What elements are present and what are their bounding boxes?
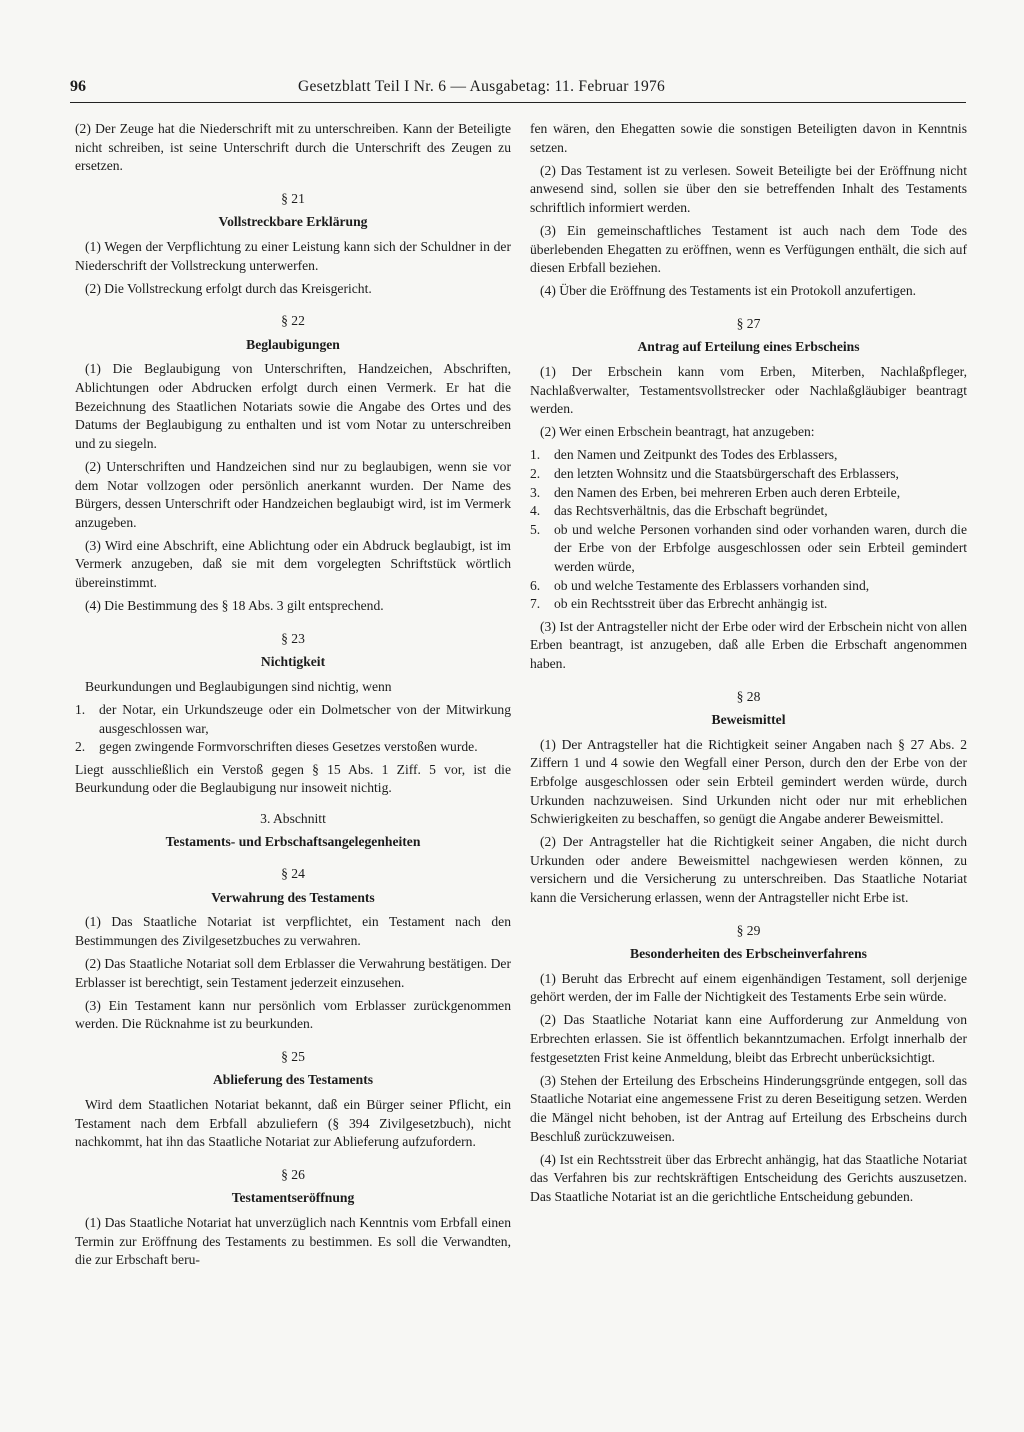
list-item: 2. den letzten Wohnsitz und die Staatsbürgerschaft des Erblassers,	[530, 466, 899, 481]
list-item: 5. ob und welche Personen vorhanden sind oder vorhanden waren, durch die der Erbe von der Erbfolge ausgeschlossen oder sein Erbteil gemindert werden würde,	[530, 521, 967, 574]
numbered-list	[530, 446, 967, 613]
paragraph: (1) Der Antragsteller hat die Richtigkeit seiner Angaben nach § 27 Abs. 2 Ziffern 1 und 4 sowie den Wegfall einer Person, durch den der Erbe von der Erbfolge ausgeschlossen oder sein Erbteil gemindert werden würde, durch Urkunden nachzuweisen. Sind Urkunden nicht oder nur mit erheblichen Schwierigkeiten zu beschaffen, so genügt die Angabe anderer Beweismittel.	[530, 736, 967, 827]
left-column	[75, 120, 511, 1274]
paragraph: (3) Ein Testament kann nur persönlich vom Erblasser zurückgenommen werden. Die Rücknahme ist zu beurkunden.	[75, 997, 511, 1032]
chapter-title: Testaments- und Erbschaftsangelegenheiten	[165, 833, 421, 849]
paragraph: Liegt ausschließlich ein Verstoß gegen § 15 Abs. 1 Ziff. 5 vor, ist die Beurkundung oder die Beglaubigung nur insoweit nichtig.	[75, 761, 511, 796]
paragraph: (1) Das Staatliche Notariat ist verpflichtet, ein Testament nach den Bestimmungen des Zivilgesetzbuches zu verwahren.	[75, 914, 511, 948]
paragraph: (2) Der Zeuge hat die Niederschrift mit zu unterschreiben. Kann der Beteiligte nicht schreiben, ist seine Unterschrift durch die Unterschrift des Zeugen zu ersetzen.	[75, 121, 511, 174]
right-column	[530, 120, 967, 1211]
section-title-27: Antrag auf Erteilung eines Erbscheins	[637, 339, 860, 355]
section-sign-23: § 23	[281, 630, 305, 646]
page-header	[70, 78, 966, 103]
list-item: 7. ob ein Rechtsstreit über das Erbrecht anhängig ist.	[530, 596, 828, 612]
section-title-21: Vollstreckbare Erklärung	[218, 214, 368, 230]
paragraph: (2) Unterschriften und Handzeichen sind nur zu beglaubigen, wenn sie vor dem Notar vollzogen oder persönlich anerkannt wurden. Der Name des Bürgers, dessen Unterschrift oder Handzeichen beglaubigt wird, ist im Vermerk anzugeben.	[75, 458, 511, 530]
paragraph: (2) Wer einen Erbschein beantragt, hat anzugeben:	[540, 424, 815, 440]
paragraph: (4) Über die Eröffnung des Testaments ist ein Protokoll anzufertigen.	[540, 283, 917, 299]
paragraph: (2) Der Antragsteller hat die Richtigkeit seiner Angaben, die nicht durch Urkunden oder andere Beweismittel nachgewiesen werden können, zu versichern und die Versicherung zu unterschreiben. Das Staatliche Notariat kann die Versicherung erlassen, wenn der Antragsteller nicht Erbe ist.	[530, 834, 967, 905]
paragraph: (1) Beruht das Erbrecht auf einem eigenhändigen Testament, soll derjenige gehört werden, der im Falle der Nichtigkeit des Testaments Erbe sein würde.	[530, 970, 967, 1005]
paragraph: (2) Das Testament ist zu verlesen. Soweit Beteiligte bei der Eröffnung nicht anwesend sind, sollen sie über den sie betreffenden Inhalt des Testaments schriftlich informiert werden.	[530, 162, 967, 215]
numbered-list	[75, 701, 511, 757]
paragraph: (1) Wegen der Verpflichtung zu einer Leistung kann sich der Schuldner in der Niederschrift der Vollstreckung unterwerfen.	[75, 238, 511, 273]
paragraph: fen wären, den Ehegatten sowie die sonstigen Beteiligten davon in Kenntnis setzen.	[530, 121, 967, 155]
paragraph: (3) Wird eine Abschrift, eine Ablichtung oder ein Abdruck beglaubigt, ist im Vermerk anzugeben, daß sie mit dem vorgelegten Schriftstück wörtlich übereinstimmt.	[75, 537, 511, 590]
list-item: 2. gegen zwingende Formvorschriften dieses Gesetzes verstoßen wurde.	[75, 739, 478, 755]
section-sign-26: § 26	[281, 1166, 305, 1182]
section-title-22: Beglaubigungen	[246, 336, 340, 352]
section-title-29: Besonderheiten des Erbscheinverfahrens	[630, 946, 867, 962]
section-sign-27: § 27	[736, 315, 761, 331]
running-title: Gesetzblatt Teil I Nr. 6 — Ausgabetag: 11. Februar 1976	[298, 78, 666, 95]
paragraph: (3) Ein gemeinschaftliches Testament ist auch nach dem Tode des überlebenden Ehegatten zu eröffnen, wenn es Verfügungen enthält, die sich auf diesen Erbfall beziehen.	[530, 222, 967, 276]
section-title-24: Verwahrung des Testaments	[211, 889, 375, 905]
list-item: 1. den Namen und Zeitpunkt des Todes des Erblassers,	[530, 447, 838, 463]
paragraph: (4) Die Bestimmung des § 18 Abs. 3 gilt entsprechend.	[85, 598, 384, 614]
section-sign-25: § 25	[281, 1048, 305, 1064]
section-sign-21: § 21	[281, 190, 305, 206]
list-item: 1. der Notar, ein Urkundszeuge oder ein Dolmetscher von der Mitwirkung ausgeschlossen war,	[75, 701, 511, 736]
page-number: 96	[70, 78, 86, 95]
paragraph: (3) Ist der Antragsteller nicht der Erbe oder wird der Erbschein nicht von allen Erben beantragt, ist anzugeben, daß alle Erben die Erbschaft angenommen haben.	[530, 618, 967, 671]
list-item: 6. ob und welche Testamente des Erblassers vorhanden sind,	[530, 577, 870, 593]
list-item: 3. den Namen des Erben, bei mehreren Erben auch deren Erbteile,	[530, 484, 901, 500]
section-sign-24: § 24	[281, 866, 305, 882]
chapter-label: 3. Abschnitt	[260, 810, 326, 826]
paragraph: (1) Das Staatliche Notariat hat unverzüglich nach Kenntnis vom Erbfall einen Termin zur Eröffnung des Testaments zu bestimmen. Es soll die Verwandten, die zur Erbschaft beru-	[75, 1215, 511, 1268]
section-sign-29: § 29	[736, 922, 761, 938]
paragraph: (2) Die Vollstreckung erfolgt durch das Kreisgericht.	[85, 280, 372, 296]
section-title-28: Beweismittel	[711, 712, 786, 728]
paragraph: Wird dem Staatlichen Notariat bekannt, daß ein Bürger seiner Pflicht, ein Testament nach dem Erbfall abzuliefern (§ 394 Zivilgesetzbuch), nicht nachkommt, hat ihn das Staatliche Notariat zur Ablieferung aufzufordern.	[75, 1097, 511, 1150]
list-item: 4. das Rechtsverhältnis, das die Erbschaft begründet,	[530, 503, 828, 519]
paragraph: (4) Ist ein Rechtsstreit über das Erbrecht anhängig, hat das Staatliche Notariat das Verfahren bis zur rechtskräftigen Entscheidung des Gerichts auszusetzen. Das Staatliche Notariat ist an die gerichtliche Entscheidung gebunden.	[530, 1151, 967, 1204]
section-title-25: Ablieferung des Testaments	[212, 1072, 374, 1088]
paragraph: (3) Stehen der Erteilung des Erbscheins Hinderungsgründe entgegen, soll das Staatliche Notariat eine angemessene Frist zu deren Beseitigung setzen. Werden die Mängel nicht behoben, ist der Antrag auf Erteilung des Erbscheins durch Beschluß zurückzuweisen.	[530, 1072, 967, 1144]
section-title-23: Nichtigkeit	[260, 654, 326, 670]
section-sign-22: § 22	[281, 313, 305, 329]
paragraph: (1) Der Erbschein kann vom Erben, Miterben, Nachlaßpfleger, Nachlaßverwalter, Testamentsvollstrecker oder Nachlaßgläubiger beantragt werden.	[530, 364, 967, 417]
paragraph: (2) Das Staatliche Notariat kann eine Aufforderung zur Anmeldung von Erbrechten erlassen. Sie ist öffentlich bekanntzumachen. Erfolgt innerhalb der festgesetzten Frist keine Anmeldung, bleibt das Erbrecht unberücksichtigt.	[530, 1012, 967, 1065]
section-title-26: Testamentseröffnung	[231, 1190, 355, 1206]
paragraph: (1) Die Beglaubigung von Unterschriften, Handzeichen, Abschriften, Ablichtungen oder Abdrucken erfolgt durch einen Vermerk. Er hat die Bezeichnung des Staatlichen Notariats sowie die Angabe des Ortes und des Datums der Beglaubigung zu enthalten und ist vom Notar zu unterschreiben und zu siegeln.	[75, 361, 511, 451]
paragraph: Beurkundungen und Beglaubigungen sind nichtig, wenn	[85, 678, 392, 694]
paragraph: (2) Das Staatliche Notariat soll dem Erblasser die Verwahrung bestätigen. Der Erblasser ist berechtigt, sein Testament jederzeit einzusehen.	[75, 955, 511, 990]
section-sign-28: § 28	[736, 688, 761, 704]
